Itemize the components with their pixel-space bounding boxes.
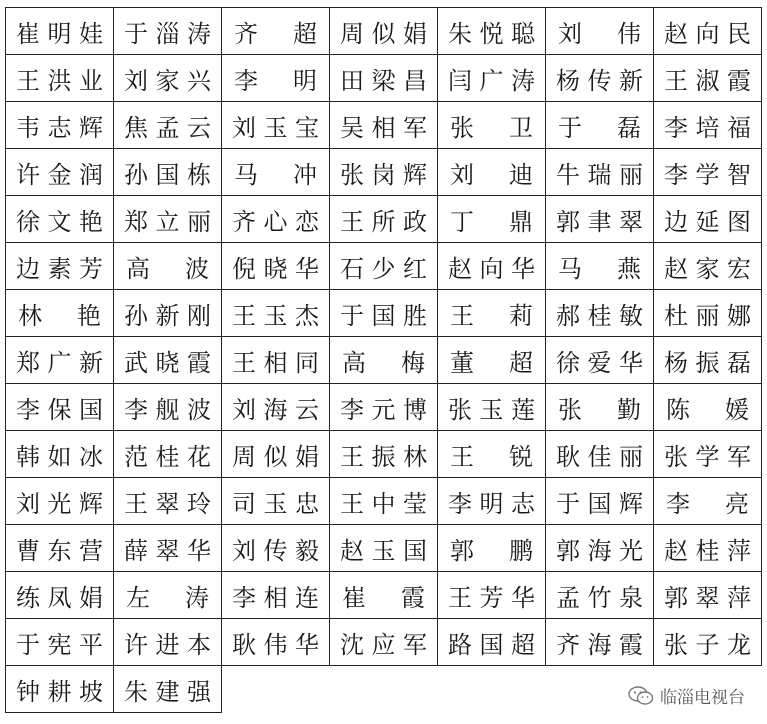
table-row bbox=[6, 149, 762, 196]
name-cell bbox=[438, 337, 546, 384]
name-cell bbox=[438, 478, 546, 525]
name-cell bbox=[330, 619, 438, 666]
name-cell bbox=[438, 619, 546, 666]
name-text: 刘 光 辉 bbox=[16, 489, 103, 518]
name-text: 吴 相 军 bbox=[340, 113, 427, 142]
name-cell bbox=[330, 572, 438, 619]
table-row bbox=[6, 431, 762, 478]
name-cell bbox=[438, 196, 546, 243]
name-text: 齐 超 bbox=[234, 19, 317, 48]
name-text: 李 学 智 bbox=[664, 160, 751, 189]
table-row bbox=[6, 55, 762, 102]
table-row bbox=[6, 243, 762, 290]
name-text: 李 保 国 bbox=[16, 395, 103, 424]
name-cell bbox=[330, 102, 438, 149]
name-cell bbox=[6, 384, 114, 431]
name-text: 王 洪 业 bbox=[16, 66, 103, 95]
name-text: 张 玉 莲 bbox=[448, 395, 535, 424]
name-cell bbox=[546, 384, 654, 431]
name-cell bbox=[222, 102, 330, 149]
name-cell bbox=[654, 102, 762, 149]
name-text: 于 磊 bbox=[558, 113, 641, 142]
name-text: 沈 应 军 bbox=[340, 630, 427, 659]
name-cell bbox=[114, 666, 222, 713]
name-text: 朱 悦 聪 bbox=[448, 19, 535, 48]
name-cell bbox=[6, 290, 114, 337]
name-cell bbox=[546, 572, 654, 619]
name-text: 赵 家 宏 bbox=[664, 254, 751, 283]
name-text: 杨 振 磊 bbox=[664, 348, 751, 377]
name-cell bbox=[654, 243, 762, 290]
name-text: 齐 海 霞 bbox=[556, 630, 643, 659]
name-text: 赵 向 民 bbox=[664, 19, 751, 48]
table-row bbox=[6, 337, 762, 384]
name-text: 王 玉 杰 bbox=[232, 301, 319, 330]
name-cell bbox=[438, 525, 546, 572]
name-cell bbox=[438, 572, 546, 619]
name-cell bbox=[6, 196, 114, 243]
name-cell bbox=[438, 102, 546, 149]
table-row bbox=[6, 572, 762, 619]
name-cell bbox=[330, 290, 438, 337]
name-text: 王 相 同 bbox=[232, 348, 319, 377]
name-cell bbox=[114, 572, 222, 619]
name-cell bbox=[114, 525, 222, 572]
names-table-body bbox=[6, 8, 762, 713]
name-text: 林 艳 bbox=[18, 301, 101, 330]
name-text: 周 似 娟 bbox=[232, 442, 319, 471]
name-text: 耿 伟 华 bbox=[232, 630, 319, 659]
name-cell bbox=[6, 619, 114, 666]
name-text: 王 翠 玲 bbox=[124, 489, 211, 518]
name-text: 李 明 bbox=[234, 66, 317, 95]
name-cell bbox=[546, 55, 654, 102]
name-cell bbox=[546, 290, 654, 337]
name-text: 王 所 政 bbox=[340, 207, 427, 236]
name-text: 于 淄 涛 bbox=[124, 19, 211, 48]
name-text: 周 似 娟 bbox=[340, 19, 427, 48]
name-text: 路 国 超 bbox=[448, 630, 535, 659]
name-text: 练 凤 娟 bbox=[16, 583, 103, 612]
name-cell bbox=[6, 572, 114, 619]
table-row bbox=[6, 525, 762, 572]
name-text: 孙 新 刚 bbox=[124, 301, 211, 330]
name-text: 高 梅 bbox=[342, 348, 425, 377]
name-cell bbox=[654, 478, 762, 525]
name-text: 齐 心 恋 bbox=[232, 207, 319, 236]
watermark-text: 临淄电视台 bbox=[660, 688, 745, 708]
name-text: 李 元 博 bbox=[340, 395, 427, 424]
name-text: 许 金 润 bbox=[16, 160, 103, 189]
table-row bbox=[6, 102, 762, 149]
name-text: 孟 竹 泉 bbox=[556, 583, 643, 612]
name-cell bbox=[114, 196, 222, 243]
name-cell bbox=[114, 149, 222, 196]
name-cell bbox=[654, 619, 762, 666]
name-text: 刘 伟 bbox=[558, 19, 641, 48]
watermark bbox=[628, 683, 745, 708]
name-text: 王 淑 霞 bbox=[664, 66, 751, 95]
name-text: 徐 爱 华 bbox=[556, 348, 643, 377]
name-cell bbox=[222, 243, 330, 290]
name-cell bbox=[654, 149, 762, 196]
name-cell bbox=[546, 196, 654, 243]
name-text: 王 振 林 bbox=[340, 442, 427, 471]
name-text: 武 晓 霞 bbox=[124, 348, 211, 377]
name-cell bbox=[114, 102, 222, 149]
name-text: 耿 佳 丽 bbox=[556, 442, 643, 471]
name-cell bbox=[222, 619, 330, 666]
name-cell bbox=[114, 55, 222, 102]
name-text: 杨 传 新 bbox=[556, 66, 643, 95]
name-cell bbox=[546, 8, 654, 55]
name-text: 于 国 辉 bbox=[556, 489, 643, 518]
name-cell bbox=[222, 8, 330, 55]
name-text: 赵 玉 国 bbox=[340, 536, 427, 565]
name-text: 马 燕 bbox=[558, 254, 641, 283]
name-text: 董 超 bbox=[450, 348, 533, 377]
name-text: 李 舰 波 bbox=[124, 395, 211, 424]
table-row bbox=[6, 384, 762, 431]
name-cell bbox=[6, 243, 114, 290]
name-cell bbox=[222, 149, 330, 196]
table-row bbox=[6, 8, 762, 55]
empty-cell bbox=[222, 666, 330, 713]
name-cell bbox=[222, 478, 330, 525]
empty-cell bbox=[438, 666, 546, 713]
name-cell bbox=[6, 337, 114, 384]
name-text: 钟 耕 坡 bbox=[16, 677, 103, 706]
name-cell bbox=[330, 55, 438, 102]
name-text: 丁 鼎 bbox=[450, 207, 533, 236]
name-text: 闫 广 涛 bbox=[448, 66, 535, 95]
name-text: 王 芳 华 bbox=[448, 583, 535, 612]
name-text: 郭 聿 翠 bbox=[556, 207, 643, 236]
name-text: 赵 向 华 bbox=[448, 254, 535, 283]
name-cell bbox=[654, 525, 762, 572]
name-text: 徐 文 艳 bbox=[16, 207, 103, 236]
name-text: 于 国 胜 bbox=[340, 301, 427, 330]
name-cell bbox=[222, 572, 330, 619]
name-cell bbox=[438, 290, 546, 337]
name-text: 石 少 红 bbox=[340, 254, 427, 283]
name-cell bbox=[330, 431, 438, 478]
name-text: 司 玉 忠 bbox=[232, 489, 319, 518]
name-text: 刘 海 云 bbox=[232, 395, 319, 424]
name-text: 左 涛 bbox=[126, 583, 209, 612]
name-text: 王 锐 bbox=[450, 442, 533, 471]
name-cell bbox=[330, 149, 438, 196]
names-table bbox=[5, 7, 762, 713]
name-text: 刘 家 兴 bbox=[124, 66, 211, 95]
name-cell bbox=[114, 290, 222, 337]
name-cell bbox=[546, 149, 654, 196]
name-text: 崔 霞 bbox=[342, 583, 425, 612]
name-text: 陈 媛 bbox=[666, 395, 749, 424]
name-cell bbox=[654, 55, 762, 102]
name-cell bbox=[546, 337, 654, 384]
name-cell bbox=[114, 8, 222, 55]
name-text: 朱 建 强 bbox=[124, 677, 211, 706]
name-text: 杜 丽 娜 bbox=[664, 301, 751, 330]
name-cell bbox=[6, 666, 114, 713]
name-text: 刘 玉 宝 bbox=[232, 113, 319, 142]
name-text: 刘 迪 bbox=[450, 160, 533, 189]
name-cell bbox=[6, 525, 114, 572]
name-text: 郭 海 光 bbox=[556, 536, 643, 565]
name-text: 高 波 bbox=[126, 254, 209, 283]
name-cell bbox=[114, 243, 222, 290]
name-cell bbox=[654, 384, 762, 431]
name-cell bbox=[222, 196, 330, 243]
name-cell bbox=[6, 149, 114, 196]
name-text: 李 亮 bbox=[666, 489, 749, 518]
name-text: 郭 鹏 bbox=[450, 536, 533, 565]
name-text: 王 莉 bbox=[450, 301, 533, 330]
name-cell bbox=[6, 478, 114, 525]
name-cell bbox=[222, 525, 330, 572]
name-cell bbox=[546, 102, 654, 149]
name-text: 牛 瑞 丽 bbox=[556, 160, 643, 189]
name-cell bbox=[222, 431, 330, 478]
table-row bbox=[6, 478, 762, 525]
name-cell bbox=[6, 55, 114, 102]
name-text: 韩 如 冰 bbox=[16, 442, 103, 471]
name-text: 崔 明 娃 bbox=[16, 19, 103, 48]
name-cell bbox=[330, 478, 438, 525]
name-cell bbox=[222, 337, 330, 384]
name-cell bbox=[6, 8, 114, 55]
name-cell bbox=[330, 384, 438, 431]
name-text: 曹 东 营 bbox=[16, 536, 103, 565]
name-cell bbox=[546, 243, 654, 290]
name-cell bbox=[654, 337, 762, 384]
name-text: 李 培 福 bbox=[664, 113, 751, 142]
name-cell bbox=[222, 290, 330, 337]
name-cell bbox=[438, 243, 546, 290]
name-cell bbox=[438, 384, 546, 431]
name-cell bbox=[330, 8, 438, 55]
table-row bbox=[6, 196, 762, 243]
name-text: 张 勤 bbox=[558, 395, 641, 424]
empty-cell bbox=[330, 666, 438, 713]
name-cell bbox=[546, 525, 654, 572]
name-text: 郑 立 丽 bbox=[124, 207, 211, 236]
name-text: 于 宪 平 bbox=[16, 630, 103, 659]
name-text: 范 桂 花 bbox=[124, 442, 211, 471]
name-text: 边 延 图 bbox=[664, 207, 751, 236]
name-cell bbox=[546, 478, 654, 525]
name-cell bbox=[222, 55, 330, 102]
name-text: 韦 志 辉 bbox=[16, 113, 103, 142]
name-cell bbox=[654, 290, 762, 337]
name-text: 边 素 芳 bbox=[16, 254, 103, 283]
name-cell bbox=[114, 478, 222, 525]
name-text: 田 梁 昌 bbox=[340, 66, 427, 95]
name-cell bbox=[222, 384, 330, 431]
name-cell bbox=[330, 196, 438, 243]
name-text: 许 进 本 bbox=[124, 630, 211, 659]
name-text: 焦 孟 云 bbox=[124, 113, 211, 142]
name-cell bbox=[330, 525, 438, 572]
name-cell bbox=[546, 431, 654, 478]
wechat-icon bbox=[628, 686, 654, 706]
table-row bbox=[6, 290, 762, 337]
name-text: 薛 翠 华 bbox=[124, 536, 211, 565]
name-cell bbox=[654, 572, 762, 619]
name-text: 马 冲 bbox=[234, 160, 317, 189]
name-cell bbox=[114, 619, 222, 666]
name-cell bbox=[114, 337, 222, 384]
name-text: 郝 桂 敏 bbox=[556, 301, 643, 330]
name-cell bbox=[438, 149, 546, 196]
name-text: 李 明 志 bbox=[448, 489, 535, 518]
name-text: 孙 国 栋 bbox=[124, 160, 211, 189]
name-cell bbox=[438, 8, 546, 55]
name-cell bbox=[6, 102, 114, 149]
name-cell bbox=[330, 337, 438, 384]
name-cell bbox=[114, 384, 222, 431]
name-text: 赵 桂 萍 bbox=[664, 536, 751, 565]
name-cell bbox=[330, 243, 438, 290]
name-cell bbox=[114, 431, 222, 478]
name-cell bbox=[438, 55, 546, 102]
name-cell bbox=[546, 619, 654, 666]
name-text: 刘 传 毅 bbox=[232, 536, 319, 565]
name-text: 王 中 莹 bbox=[340, 489, 427, 518]
name-text: 李 相 连 bbox=[232, 583, 319, 612]
name-text: 张 子 龙 bbox=[664, 630, 751, 659]
table-row bbox=[6, 619, 762, 666]
name-cell bbox=[654, 8, 762, 55]
name-text: 倪 晓 华 bbox=[232, 254, 319, 283]
name-text: 张 卫 bbox=[450, 113, 533, 142]
name-cell bbox=[438, 431, 546, 478]
name-text: 张 岗 辉 bbox=[340, 160, 427, 189]
name-cell bbox=[654, 196, 762, 243]
name-cell bbox=[6, 431, 114, 478]
name-text: 郭 翠 萍 bbox=[664, 583, 751, 612]
name-cell bbox=[654, 431, 762, 478]
name-text: 郑 广 新 bbox=[16, 348, 103, 377]
name-text: 张 学 军 bbox=[664, 442, 751, 471]
